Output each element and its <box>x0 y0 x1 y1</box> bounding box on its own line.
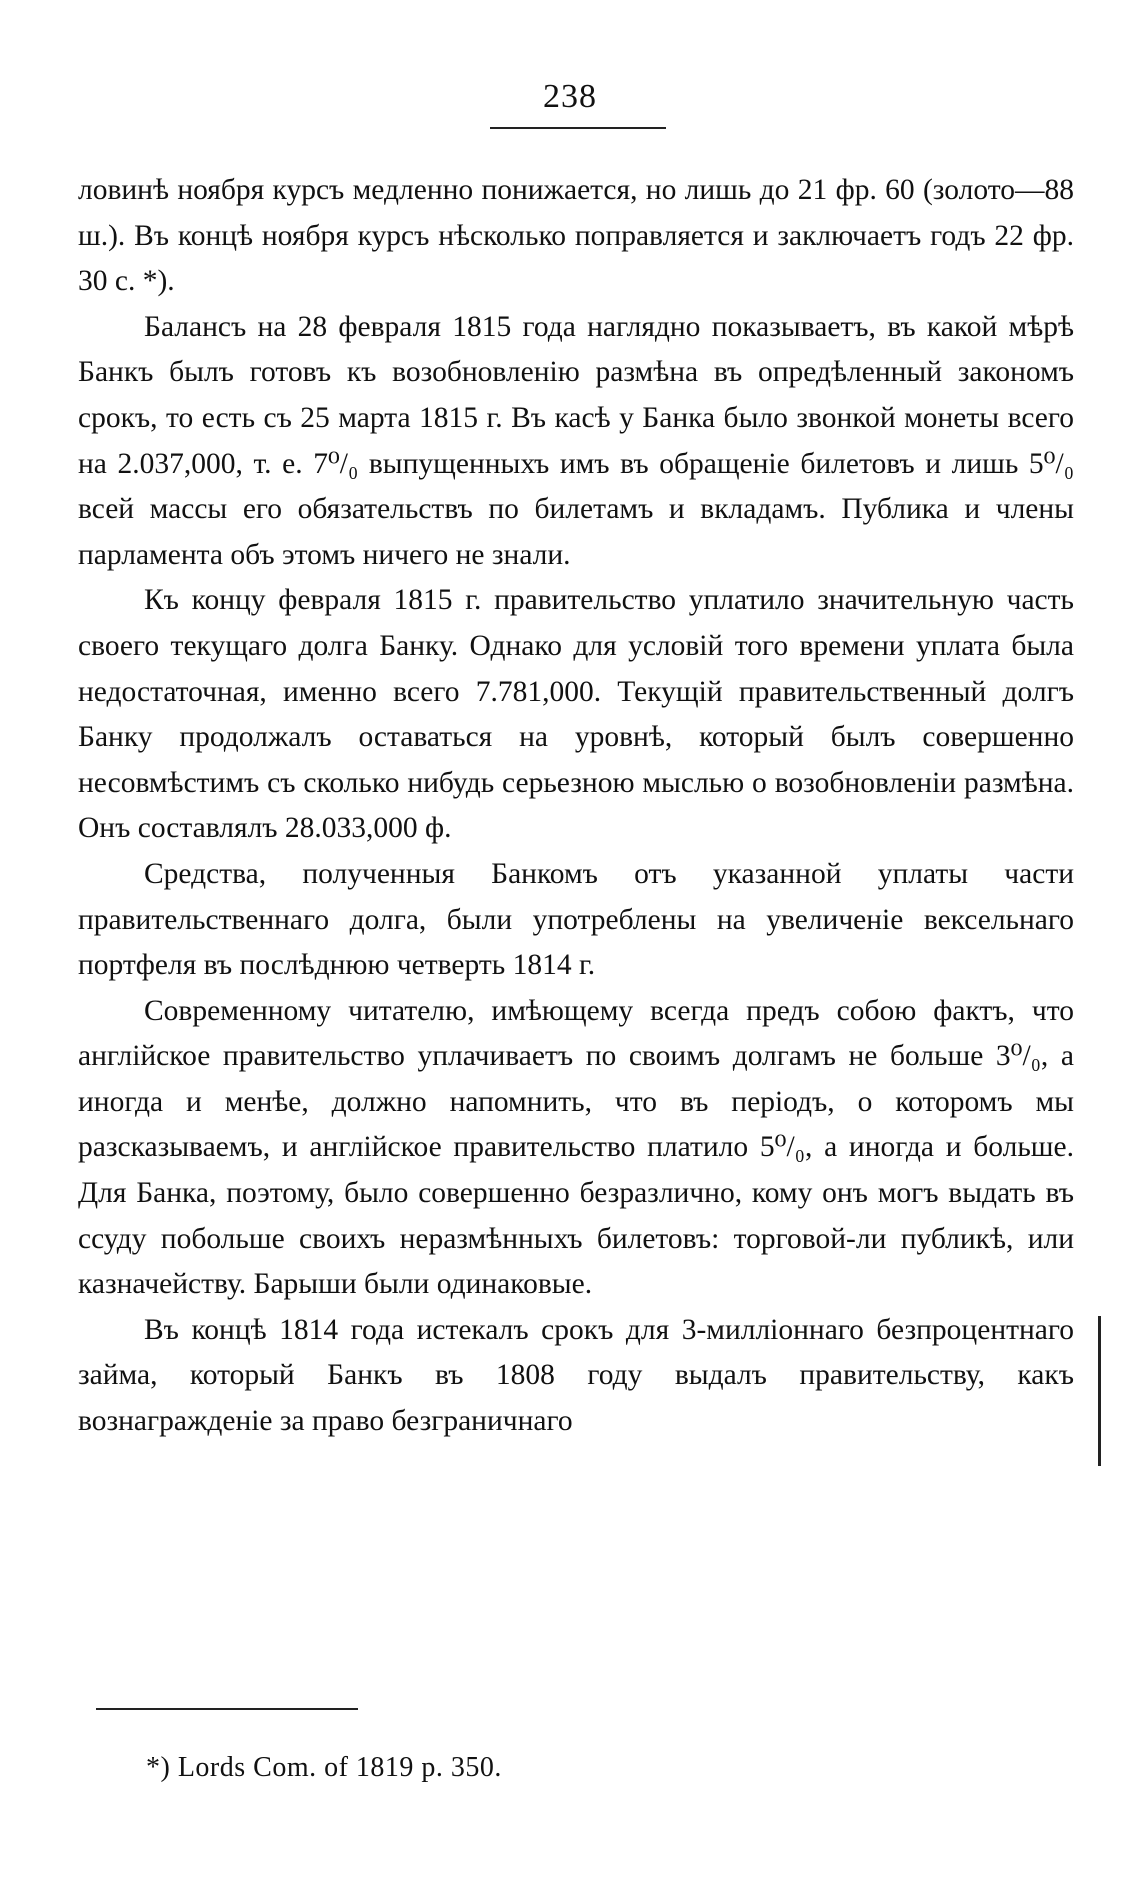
paragraph-5: Современному читателю, имѣющему всегда предъ собою фактъ, что англійское правительство уплачиваетъ по своимъ долгамъ не больше 3⁰/₀, а иногда и менѣе, должно напомнить, что въ періодъ, о которомъ мы разсказываемъ, и англійское правительство платило 5⁰/₀, а иногда и больше. Для Банка, поэтому, было совершенно безразлично, кому онъ могъ выдать въ ссуду побольше своихъ неразмѣнныхъ билетовъ: торговой-ли публикѣ, или казначейству. Барыши были одинаковые. <box>78 994 1074 1301</box>
footnote: *) Lords Com. of 1819 p. 350. <box>146 1752 502 1783</box>
paragraph-3: Къ концу февраля 1815 г. правительство уплатило значительную часть своего текущаго долга Банку. Однако для условій того времени уплата была недостаточная, именно всего 7.781,000. Текущій правительственный долгъ Банку продолжалъ оставаться на уровнѣ, который былъ совершенно несовмѣстимъ съ сколько нибудь серьезною мыслью о возобновленіи размѣна. Онъ составлялъ 28.033,000 ф. <box>78 584 1074 845</box>
body-text <box>78 168 1074 1445</box>
margin-mark <box>1098 1316 1101 1466</box>
paragraph-4: Средства, полученныя Банкомъ отъ указанной уплаты части правительственнаго долга, были употреблены на увеличеніе вексельнаго портфеля въ послѣднюю четверть 1814 г. <box>78 857 1074 982</box>
paragraph-6: Въ концѣ 1814 года истекалъ срокъ для 3-милліоннаго безпроцентнаго займа, который Банкъ въ 1808 году выдалъ правительству, какъ вознагражденіе за право безграничнаго <box>78 1313 1074 1438</box>
paragraph-2: Балансъ на 28 февраля 1815 года наглядно показываетъ, въ какой мѣрѣ Банкъ былъ готовъ къ возобновленію размѣна въ опредѣленный закономъ срокъ, то есть съ 25 марта 1815 г. Въ касѣ у Банка было звонкой монеты всего на 2.037,000, т. е. 7⁰/₀ выпущенныхъ имъ въ обращеніе билетовъ и лишь 5⁰/₀ всей массы его обязательствъ по билетамъ и вкладамъ. Публика и члены парламента объ этомъ ничего не знали. <box>78 310 1074 571</box>
page-number: 238 <box>543 78 597 115</box>
paragraph-1: ловинѣ ноября курсъ медленно понижается, но лишь до 21 фр. 60 (золото—88 ш.). Въ концѣ ноября курсъ нѣсколько поправляется и заключаетъ годъ 22 фр. 30 с. *). <box>78 174 1074 298</box>
footnote-rule <box>96 1708 358 1710</box>
page-number-rule <box>490 127 666 129</box>
